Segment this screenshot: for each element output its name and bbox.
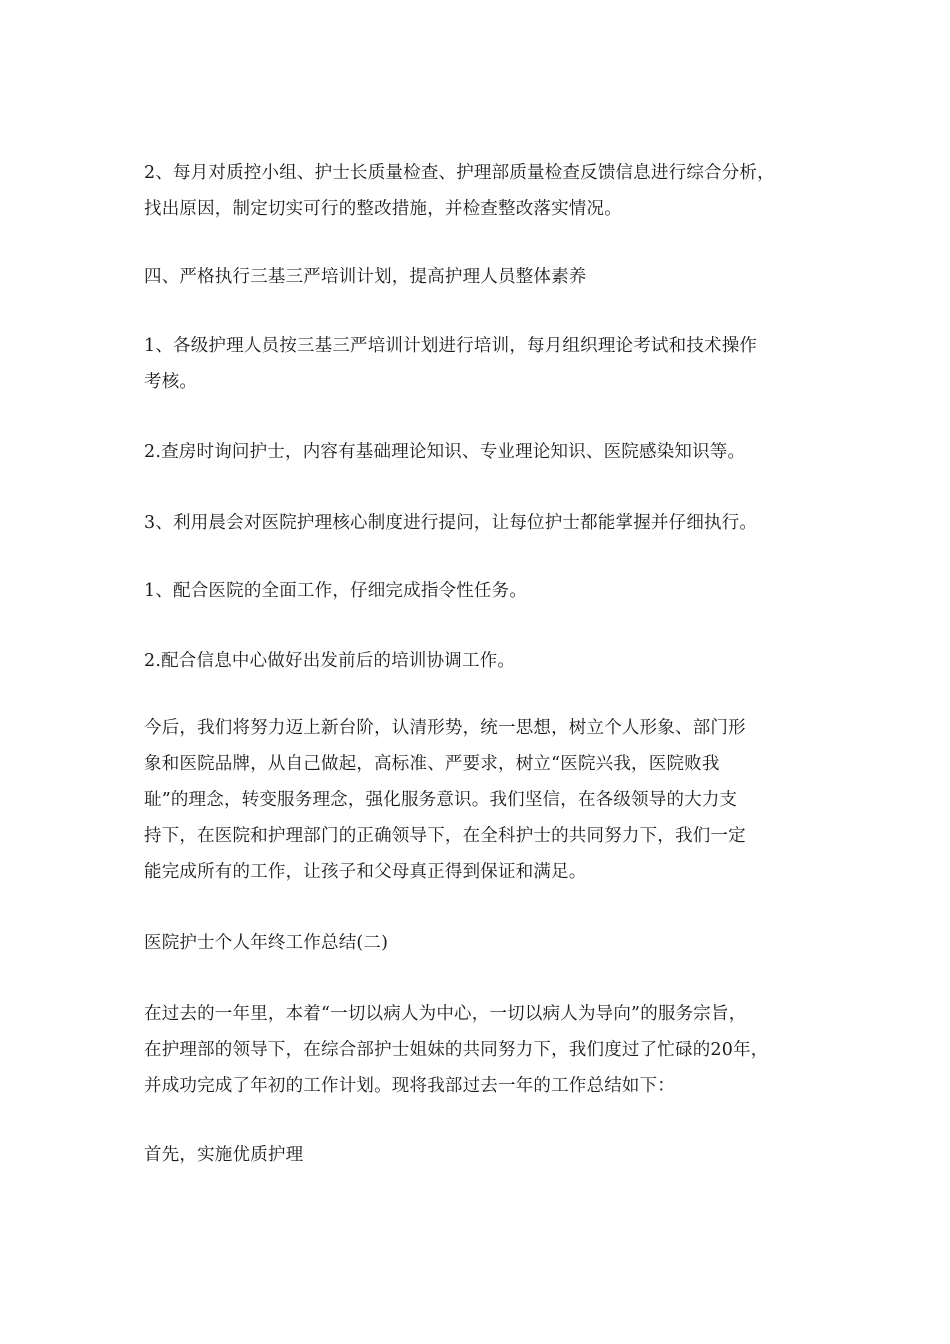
text-line: 并成功完成了年初的工作计划。现将我部过去一年的工作总结如下： <box>144 1076 675 1096</box>
document-title-part-two <box>144 925 824 961</box>
paragraph-training-exam <box>144 328 824 400</box>
text-line: 3、利用晨会对医院护理核心制度进行提问，让每位护士都能掌握并仔细执行。 <box>144 513 758 533</box>
text-line: 在过去的一年里，本着“一切以病人为中心，一切以病人为导向”的服务宗旨， <box>144 1004 747 1024</box>
text-line: 2、每月对质控小组、护士长质量检查、护理部质量检查反馈信息进行综合分析， <box>144 163 775 183</box>
text-line: 持下，在医院和护理部门的正确领导下，在全科护士的共同努力下，我们一定 <box>144 826 746 846</box>
section-heading-quality-care <box>144 1137 824 1173</box>
paragraph-info-center <box>144 643 824 679</box>
text-line: 能完成所有的工作，让孩子和父母真正得到保证和满足。 <box>144 862 587 882</box>
paragraph-morning-meeting <box>144 505 824 541</box>
text-line: 考核。 <box>144 372 198 392</box>
text-line: 今后，我们将努力迈上新台阶，认清形势，统一思想，树立个人形象、部门形 <box>144 718 746 738</box>
paragraph-hospital-tasks <box>144 573 824 609</box>
paragraph-ward-round <box>144 434 824 470</box>
text-line: 1、各级护理人员按三基三严培训计划进行培训，每月组织理论考试和技术操作 <box>144 336 758 356</box>
text-line: 医院护士个人年终工作总结(二) <box>144 933 389 953</box>
paragraph-quality-analysis <box>144 155 824 227</box>
text-line: 耻”的理念，转变服务理念，强化服务意识。我们坚信，在各级领导的大力支 <box>144 790 738 810</box>
paragraph-introduction <box>144 996 824 1104</box>
text-line: 四、严格执行三基三严培训计划，提高护理人员整体素养 <box>144 267 587 287</box>
text-line: 2.配合信息中心做好出发前后的培训协调工作。 <box>144 651 516 671</box>
text-line: 象和医院品牌，从自己做起，高标准、严要求，树立“医院兴我，医院败我 <box>144 754 720 774</box>
text-line: 首先，实施优质护理 <box>144 1145 304 1165</box>
text-line: 2.查房时询问护士，内容有基础理论知识、专业理论知识、医院感染知识等。 <box>144 442 746 462</box>
paragraph-outlook <box>144 710 824 890</box>
text-line: 找出原因，制定切实可行的整改措施，并检查整改落实情况。 <box>144 199 622 219</box>
section-heading-training <box>144 259 824 295</box>
text-line: 在护理部的领导下，在综合部护士姐妹的共同努力下，我们度过了忙碌的20年， <box>144 1040 769 1060</box>
text-line: 1、配合医院的全面工作，仔细完成指令性任务。 <box>144 581 528 601</box>
